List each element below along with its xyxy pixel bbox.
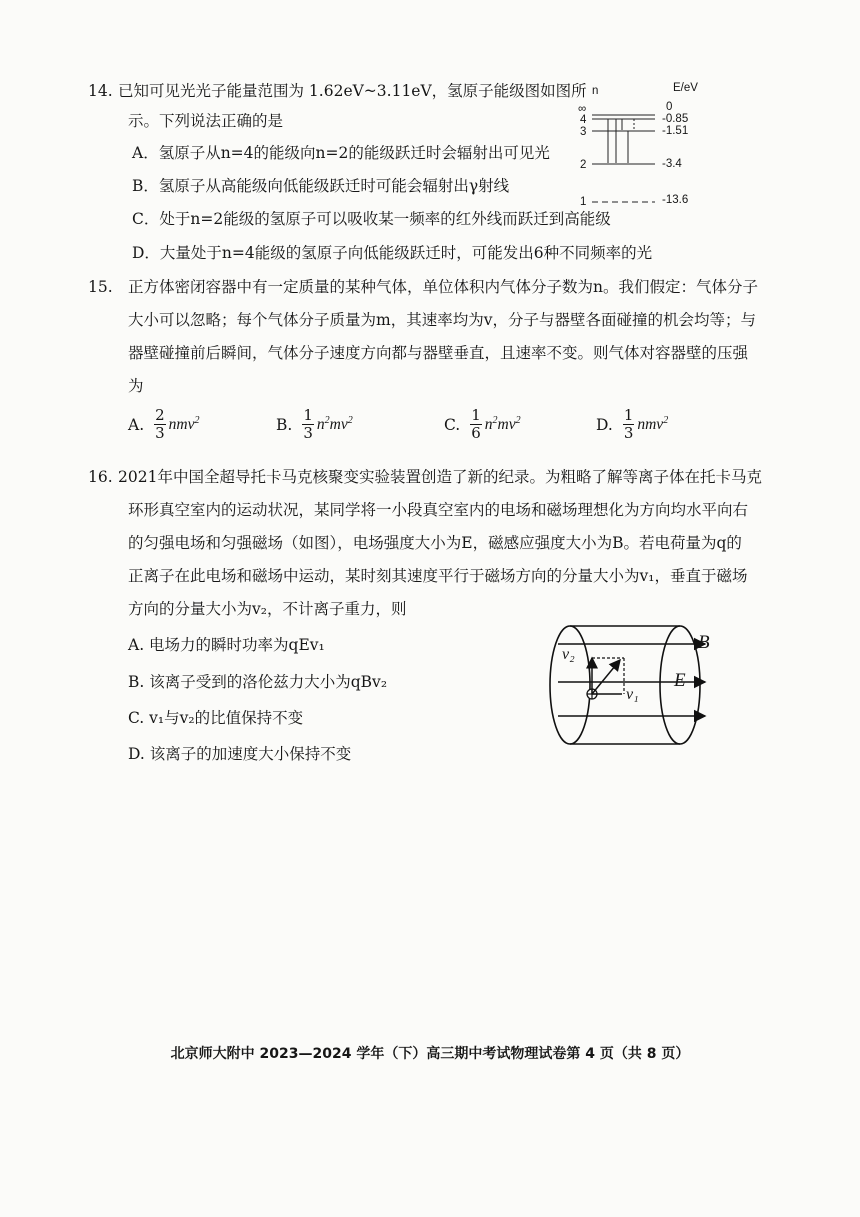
label-v1: v₁ bbox=[626, 686, 639, 703]
diagram-e-header: E/eV bbox=[673, 82, 698, 94]
q15-number: 15. bbox=[88, 278, 113, 296]
q15-option-b bbox=[276, 407, 353, 442]
label-v2: v₂ bbox=[562, 646, 575, 663]
q15-option-c-fraction bbox=[470, 407, 482, 442]
q15-option-d-den: 3 bbox=[623, 424, 634, 442]
diagram-n-2: 2 bbox=[580, 159, 587, 171]
q16-option-c: C. v₁与v₂的比值保持不变 bbox=[128, 709, 304, 727]
q16-line4: 正离子在此电场和磁场中运动，某时刻其速度平行于磁场方向的分量大小为v₁，垂直于磁场 bbox=[128, 567, 748, 585]
q16-number: 16. bbox=[88, 468, 113, 486]
q14-option-a: A．氢原子从n=4的能级向n=2的能级跃迁时会辐射出可见光 bbox=[132, 144, 550, 162]
q16-line2: 环形真空室内的运动状况，某同学将一小段真空室内的电场和磁场理想化为方向均水平向右 bbox=[128, 501, 749, 519]
diagram-e-4: -0.85 bbox=[662, 113, 689, 125]
q14-number: 14. bbox=[88, 82, 113, 100]
q15-option-a-expr: nmv$^2$ bbox=[168, 414, 200, 434]
page-footer: 北京师大附中 2023—2024 学年（下）高三期中考试物理试卷第 4 页（共 8 页） bbox=[170, 1046, 690, 1062]
q16-option-a: A. 电场力的瞬时功率为qEv₁ bbox=[128, 636, 325, 654]
velocity-vector bbox=[592, 660, 620, 694]
q15-option-a-letter: A. bbox=[128, 415, 145, 434]
energy-level-diagram bbox=[570, 82, 720, 215]
q14-option-d: D．大量处于n=4能级的氢原子向低能级跃迁时，可能发出6种不同频率的光 bbox=[132, 244, 653, 262]
q15-option-d-num: 1 bbox=[623, 406, 634, 424]
q15-option-d bbox=[596, 407, 668, 442]
q15-line3: 器壁碰撞前后瞬间，气体分子速度方向都与器壁垂直，且速率不变。则气体对容器壁的压强 bbox=[128, 344, 749, 362]
q16-option-d: D. 该离子的加速度大小保持不变 bbox=[128, 745, 352, 763]
q16-line5: 方向的分量大小为v₂，不计离子重力，则 bbox=[128, 600, 407, 618]
q15-option-b-letter: B. bbox=[276, 415, 293, 434]
q15-option-c-letter: C. bbox=[444, 415, 461, 434]
q15-option-c-den: 6 bbox=[471, 424, 481, 442]
diagram-e-1: -13.6 bbox=[662, 194, 689, 206]
q15-line1: 正方体密闭容器中有一定质量的某种气体，单位体积内气体分子数为n。我们假定：气体分子 bbox=[128, 278, 758, 296]
q15-line4: 为 bbox=[128, 377, 144, 395]
q15-option-a-num: 2 bbox=[155, 406, 165, 424]
q16-line3: 的匀强电场和匀强磁场（如图），电场强度大小为E，磁感应强度大小为B。若电荷量为q的 bbox=[128, 534, 742, 552]
q15-option-d-letter: D. bbox=[596, 415, 613, 434]
diagram-n-header: n bbox=[592, 85, 599, 97]
q14-stem-line1: 已知可见光光子能量范围为 1.62eV~3.11eV，氢原子能级图如图所 bbox=[118, 82, 587, 100]
diagram-n-1: 1 bbox=[580, 196, 587, 208]
q16-option-b: B. 该离子受到的洛伦兹力大小为qBv₂ bbox=[128, 673, 388, 691]
q16-line1: 2021年中国全超导托卡马克核聚变实验装置创造了新的纪录。为粗略了解等离子体在托卡马克 bbox=[118, 468, 762, 486]
diagram-n-inf: ∞ bbox=[578, 103, 587, 115]
q15-line2: 大小可以忽略；每个气体分子质量为m，其速率均为v，分子与器壁各面碰撞的机会均等；与 bbox=[128, 311, 756, 329]
q14-option-c: C．处于n=2能级的氢原子可以吸收某一频率的红外线而跃迁到高能级 bbox=[132, 210, 611, 228]
q15-option-d-fraction bbox=[623, 407, 635, 442]
diagram-n-3: 3 bbox=[580, 126, 587, 138]
diagram-n-4: 4 bbox=[580, 114, 587, 126]
q15-option-a bbox=[128, 407, 200, 442]
diagram-e-2: -3.4 bbox=[662, 158, 682, 170]
diagram-e-inf: 0 bbox=[666, 101, 673, 113]
diagram-e-3: -1.51 bbox=[662, 125, 689, 137]
q14-option-b: B．氢原子从高能级向低能级跃迁时可能会辐射出γ射线 bbox=[132, 177, 510, 195]
q15-option-c-expr: $n^2mv^2$ bbox=[484, 414, 521, 434]
q14-stem-line2: 示。下列说法正确的是 bbox=[128, 112, 284, 130]
label-E: E bbox=[674, 670, 686, 691]
field-figure bbox=[540, 620, 730, 750]
q15-option-b-num: 1 bbox=[303, 406, 313, 424]
q15-option-a-den: 3 bbox=[155, 424, 165, 442]
q15-option-c-num: 1 bbox=[471, 406, 481, 424]
q15-option-b-den: 3 bbox=[303, 424, 313, 442]
q15-option-d-expr: nmv$^2$ bbox=[637, 414, 669, 434]
q15-option-a-fraction bbox=[154, 407, 166, 442]
q15-option-b-fraction bbox=[302, 407, 314, 442]
q15-option-b-expr: $n^2mv^2$ bbox=[316, 414, 353, 434]
label-B: B bbox=[698, 632, 710, 653]
q15-option-c bbox=[444, 407, 521, 442]
energy-level-lines bbox=[570, 85, 720, 215]
